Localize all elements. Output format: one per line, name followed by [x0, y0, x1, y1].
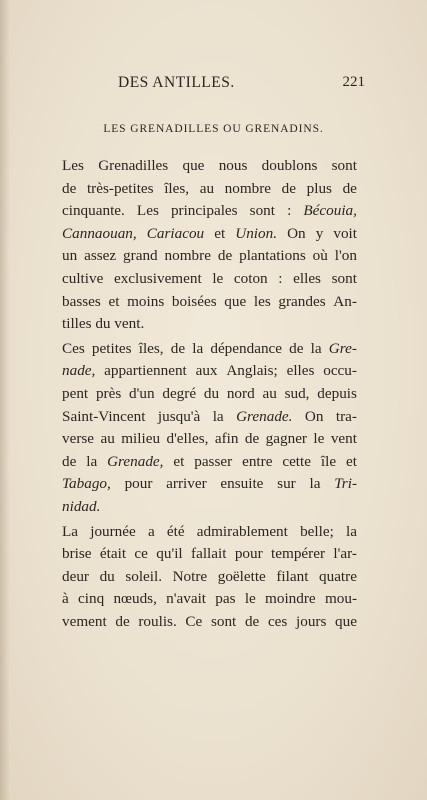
text-line [62, 200, 357, 223]
text-line [62, 428, 357, 451]
line-text: nade, appartiennent aux Anglais; elles occu- [62, 362, 357, 380]
body-text [62, 155, 357, 633]
line-text: brise était ce qu'il fallait pour tempérer l'ar- [62, 545, 357, 563]
text-line [62, 223, 357, 246]
line-text: basses et moins boisées que les grandes An- [62, 292, 357, 310]
text-line [62, 611, 357, 634]
line-text: cultive exclusivement le coton : elles sont [62, 269, 357, 287]
section-title: LES GRENADILLES OU GRENADINS. [103, 123, 324, 135]
text-line [62, 245, 357, 268]
text-line [62, 313, 357, 336]
line-text: tilles du vent. [62, 315, 145, 333]
line-text: de très-petites îles, au nombre de plus de [62, 179, 357, 197]
line-text: cinquante. Les principales sont : Bécouia, [62, 202, 357, 220]
line-text: verse au milieu d'elles, afin de gagner le vent [62, 430, 357, 448]
line-text: à cinq nœuds, n'avait pas le moindre mou- [62, 590, 357, 608]
text-line [62, 178, 357, 201]
line-text: vement de roulis. Ce sont de ces jours que [62, 612, 357, 630]
text-line [62, 338, 357, 361]
line-text: La journée a été admirablement belle; la [62, 522, 357, 540]
text-line [62, 543, 357, 566]
line-text: un assez grand nombre de plantations où l'on [62, 247, 357, 265]
text-line [62, 496, 357, 519]
text-line [62, 360, 357, 383]
line-text: Les Grenadilles que nous doublons sont [62, 157, 357, 174]
text-line [62, 291, 357, 314]
text-line [62, 155, 357, 178]
line-text: Saint-Vincent jusqu'à la Grenade. On tra- [62, 407, 357, 425]
line-text: Ces petites îles, de la dépendance de la Gre- [62, 339, 357, 357]
text-line [62, 451, 357, 474]
page-number: 221 [342, 74, 365, 90]
text-line [62, 383, 357, 406]
text-line [62, 473, 357, 496]
text-line [62, 268, 357, 291]
line-text: pent près d'un degré du nord au sud, depuis [62, 384, 357, 402]
text-line [62, 566, 357, 589]
text-line [62, 588, 357, 611]
line-text: Tabago, pour arriver ensuite sur la Tri- [62, 475, 357, 493]
running-title: DES ANTILLES. [118, 74, 235, 91]
line-text: nidad. [62, 497, 101, 515]
text-line [62, 521, 357, 544]
gutter-shadow [0, 0, 10, 800]
line-text: Cannaouan, Cariacou et Union. On y voit [62, 224, 357, 242]
line-text: deur du soleil. Notre goëlette filant quatre [62, 567, 357, 585]
running-head [62, 74, 365, 94]
text-line [62, 406, 357, 429]
line-text: de la Grenade, et passer entre cette île et [62, 452, 357, 470]
